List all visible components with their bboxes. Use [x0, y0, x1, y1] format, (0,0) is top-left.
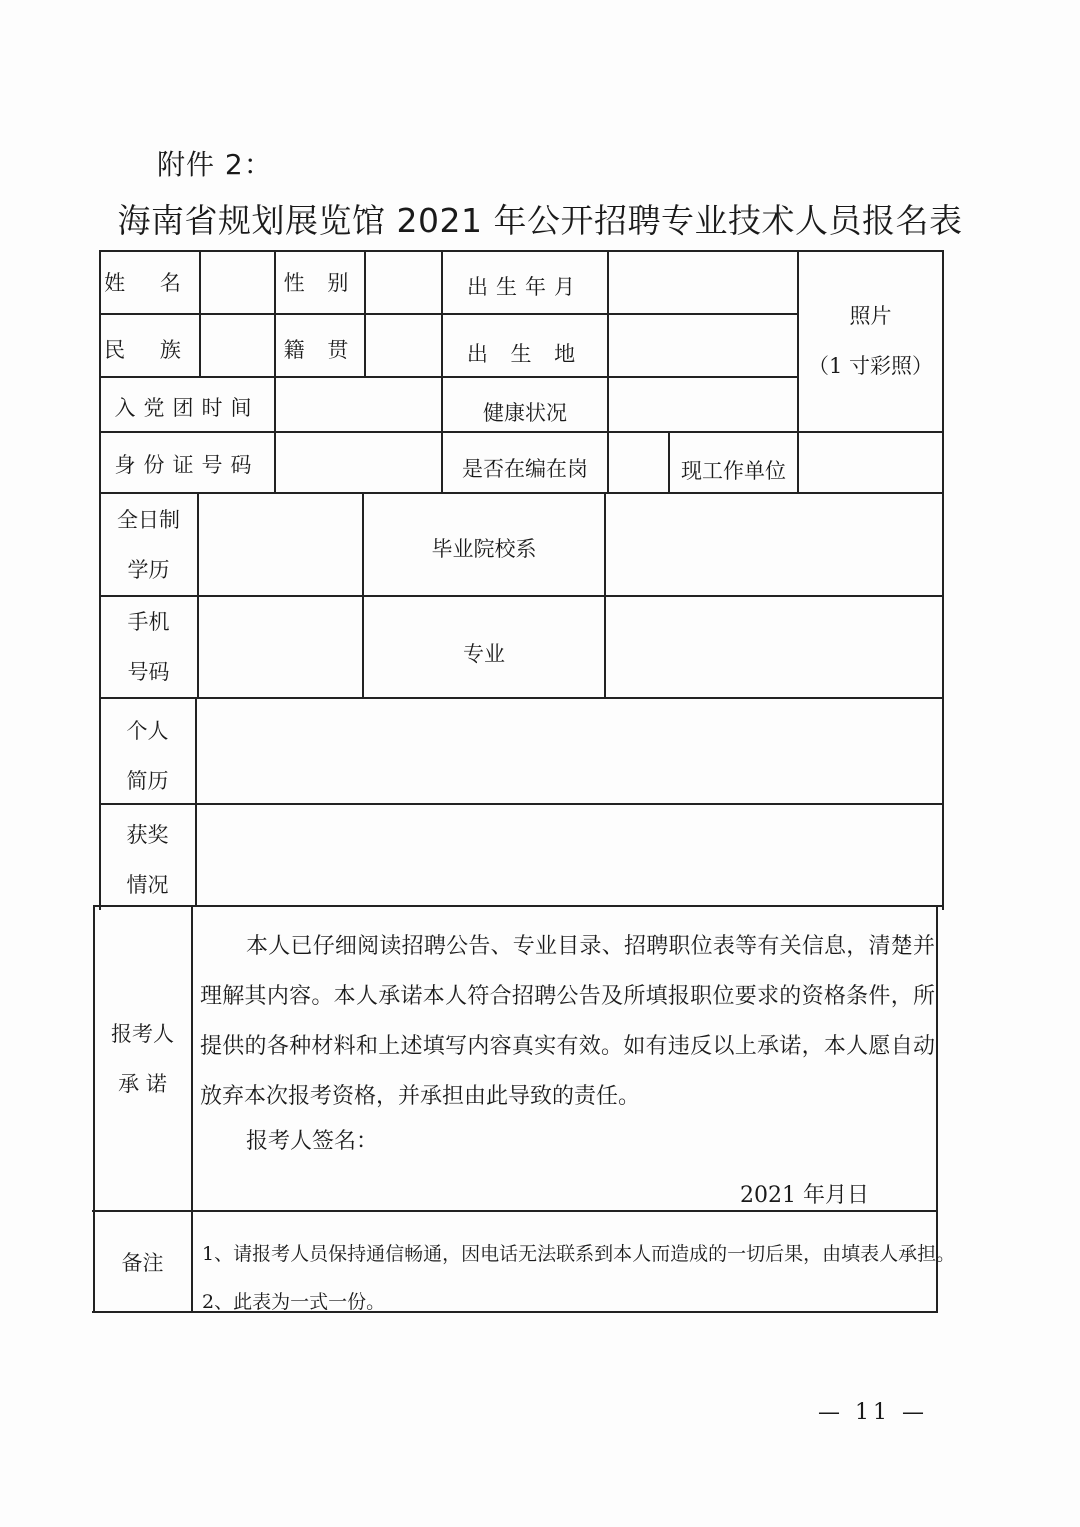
gender-label: 性 别 [283, 271, 357, 295]
form-title: 海南省规划展览馆 2021 年公开招聘专业技术人员报名表 [117, 201, 963, 240]
signature-label: 报考人签名： [246, 1129, 379, 1154]
remarks-notes [202, 1230, 956, 1326]
birth-date-field[interactable] [609, 251, 797, 313]
date-label: 2021 年月日 [740, 1183, 869, 1208]
current-employer-field[interactable] [799, 433, 942, 492]
school-dept-field[interactable] [606, 494, 942, 595]
current-employer-label: 现工作单位 [681, 458, 786, 483]
phone-line2: 号码 [127, 660, 170, 684]
fulltime-edu-label [100, 494, 197, 595]
major-label: 专业 [463, 642, 505, 666]
phone-label [100, 597, 197, 697]
resume-field[interactable] [197, 699, 942, 803]
party-join-field[interactable] [276, 378, 441, 431]
page-number: — 11 — [818, 1400, 928, 1425]
attachment-label: 附件 2： [157, 148, 273, 181]
fulltime-edu-line1: 全日制 [117, 507, 180, 532]
birth-date-label: 出生年月 [467, 275, 583, 299]
on-staff-field[interactable] [609, 433, 668, 492]
party-join-label: 入党团时间 [114, 396, 260, 420]
name-label: 姓 名 [104, 271, 195, 295]
phone-line1: 手机 [127, 610, 170, 634]
awards-label [100, 808, 195, 912]
health-field[interactable] [609, 378, 797, 431]
awards-line1: 获奖 [126, 823, 169, 847]
id-number-label: 身份证号码 [114, 453, 260, 477]
resume-line1: 个人 [126, 719, 169, 743]
pledge-paragraph: 本人已仔细阅读招聘公告、专业目录、招聘职位表等有关信息，清楚并理解其内容。本人承诺本人符合招聘公告及所填报职位要求的资格条件，所提供的各种材料和上述填写内容真实有效。如有违反以上承诺，本人愿自动放弃本次报考资格，并承担由此导致的责任。 [200, 934, 935, 1109]
ethnicity-label: 民 族 [104, 338, 195, 362]
origin-label: 籍 贯 [283, 338, 357, 362]
note-1: 1、请报考人员保持通信畅通，因电话无法联系到本人而造成的一切后果，由填表人承担。 [202, 1243, 956, 1265]
note-2: 2、此表为一式一份。 [202, 1291, 386, 1313]
name-field[interactable] [201, 251, 274, 313]
fulltime-edu-field[interactable] [199, 494, 362, 595]
pledge-label [94, 907, 191, 1210]
fulltime-edu-line2: 学历 [127, 557, 170, 582]
ethnicity-field[interactable] [201, 315, 274, 376]
resume-label [100, 704, 195, 808]
on-staff-label: 是否在编在岗 [462, 456, 588, 481]
health-label: 健康状况 [483, 400, 567, 425]
id-number-field[interactable] [276, 433, 441, 492]
photo-box[interactable] [799, 251, 942, 431]
phone-field[interactable] [199, 597, 362, 697]
gender-field[interactable] [366, 251, 441, 313]
remarks-label: 备注 [121, 1250, 164, 1275]
school-dept-label: 毕业院校系 [431, 537, 537, 561]
resume-line2: 简历 [126, 769, 169, 793]
major-field[interactable] [606, 597, 942, 697]
photo-size-label: （1 寸彩照） [807, 354, 934, 378]
pledge-line2: 承 诺 [118, 1071, 167, 1096]
photo-label: 照片 [849, 304, 892, 328]
awards-field[interactable] [197, 805, 942, 905]
pledge-text [200, 922, 935, 1122]
pledge-line1: 报考人 [111, 1021, 174, 1046]
origin-field[interactable] [366, 315, 441, 376]
birthplace-field[interactable] [609, 315, 797, 376]
awards-line2: 情况 [126, 873, 169, 897]
birthplace-label: 出 生 地 [466, 342, 584, 366]
